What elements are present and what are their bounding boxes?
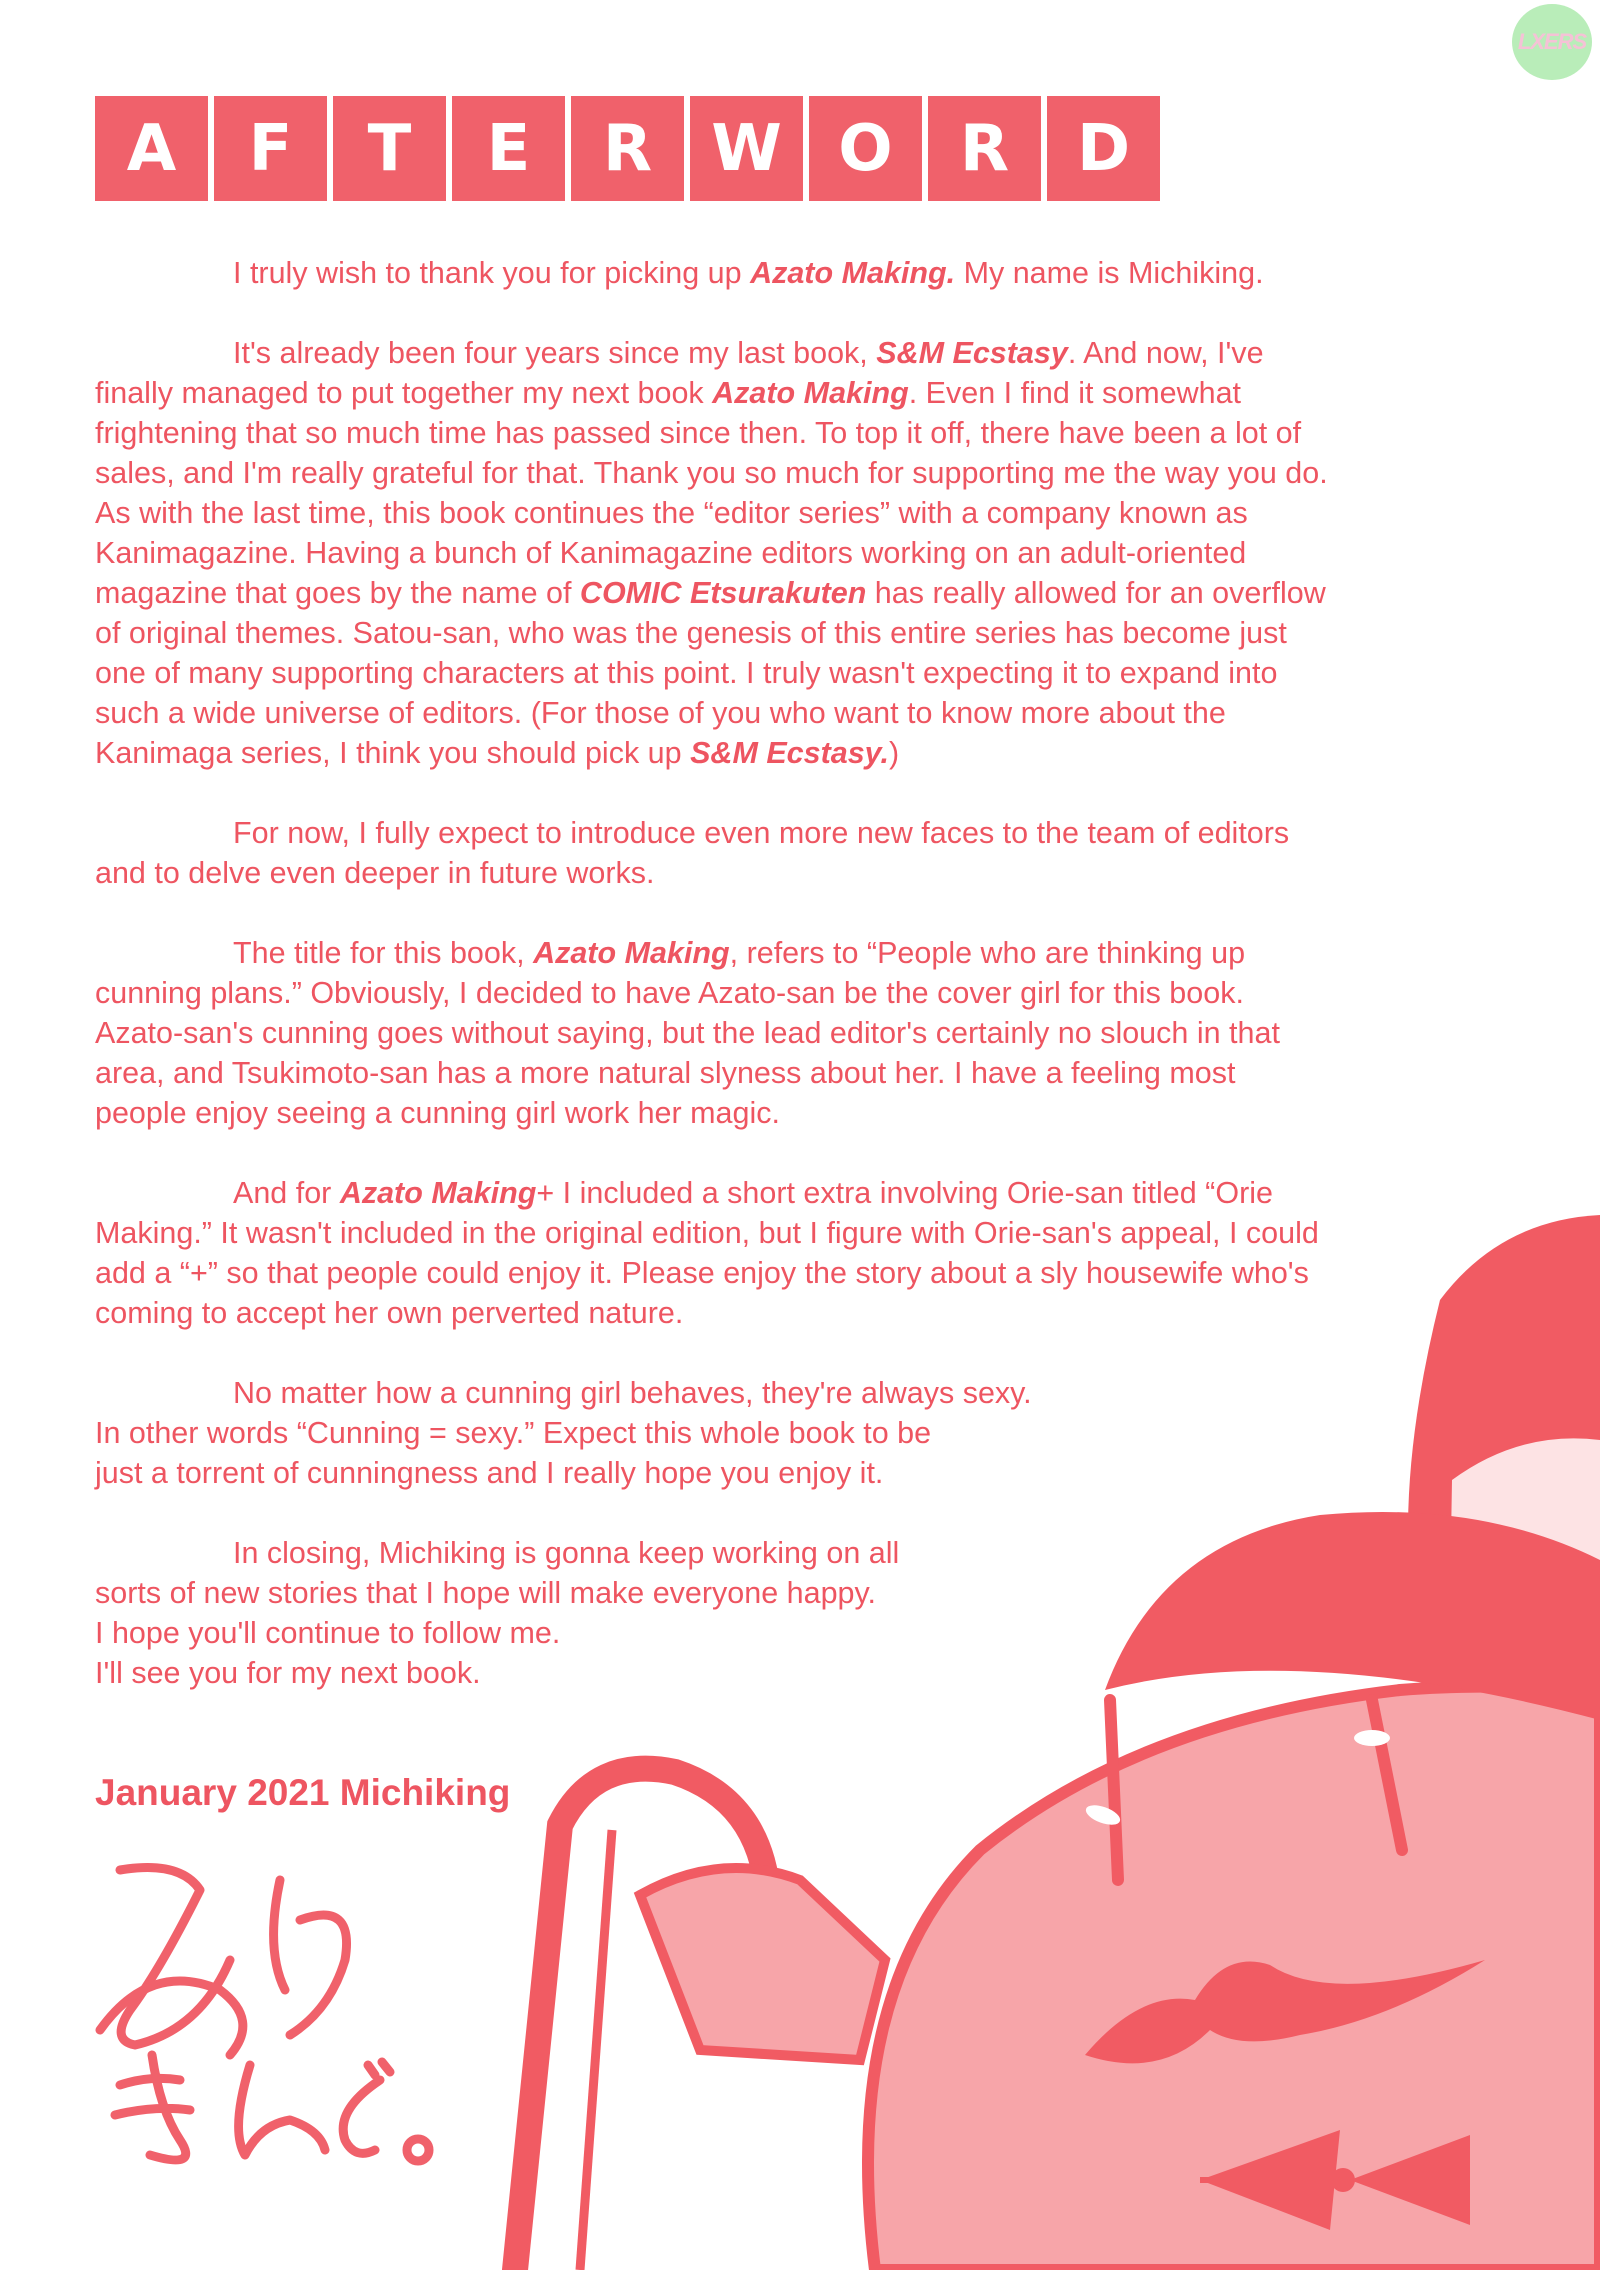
text-span: In other words “Cunning = sexy.” Expect this whole book to be: [95, 1416, 932, 1450]
paragraph: [95, 933, 1335, 1133]
title-letter: E: [452, 96, 565, 201]
title-emphasis: Azato Making: [339, 1176, 537, 1210]
paragraph: [95, 1373, 1335, 1493]
text-span: The title for this book,: [233, 936, 534, 970]
title-emphasis: Azato Making: [533, 936, 730, 970]
text-span: In closing, Michiking is gonna keep working on all: [233, 1536, 900, 1570]
paragraph: [95, 333, 1335, 773]
title-letter: A: [95, 96, 208, 201]
title-letter: W: [690, 96, 803, 201]
page-title: [95, 96, 1160, 201]
title-letter: R: [571, 96, 684, 201]
title-letter: T: [333, 96, 446, 201]
watermark-text: LXERS: [1517, 29, 1587, 54]
title-letter: D: [1047, 96, 1160, 201]
title-letter: F: [214, 96, 327, 201]
text-span: sorts of new stories that I hope will make everyone happy.: [95, 1576, 876, 1610]
title-letter: O: [809, 96, 922, 201]
title-letter: R: [928, 96, 1041, 201]
text-span: . Even I find it somewhat frightening that so much time has passed since then. To top it off, there have been a lot of sales, and I'm really grateful for that. Thank you so much for supporting me the way you do. As with the last time, this book continues the “editor series” with a company known as Kanimagazine. Having a bunch of Kanimagazine editors working on an adult-oriented magazine that goes by the name of: [95, 376, 1328, 610]
paragraph: [95, 1533, 1335, 1693]
text-span: And for: [233, 1176, 340, 1210]
text-span: + I included a short extra involving Orie-san titled “Orie Making.” It wasn't included in the original edition, but I figure with Orie-san's appeal, I could add a “+” so that people could enjoy it. Please enjoy the story about a sly housewife who's coming to accept her own perverted nature.: [95, 1176, 1319, 1330]
text-span: I truly wish to thank you for picking up: [233, 256, 751, 290]
text-span: My name is Michiking.: [955, 256, 1264, 290]
title-emphasis: COMIC Etsurakuten: [579, 576, 867, 610]
title-emphasis: S&M Ecstasy.: [690, 736, 889, 770]
text-span: . And now, I've finally managed to put together my next book: [95, 336, 1264, 410]
title-emphasis: Azato Making.: [750, 256, 956, 290]
text-span: I'll see you for my next book.: [95, 1656, 481, 1690]
text-span: has really allowed for an overflow of original themes. Satou-san, who was the genesis of this entire series has become just one of many supporting characters at this point. I truly wasn't expecting it to expand into such a wide universe of editors. (For those of you who want to know more about the Kanimaga series, I think you should pick up: [95, 576, 1326, 770]
text-span: I hope you'll continue to follow me.: [95, 1616, 561, 1650]
text-span: just a torrent of cunningness and I really hope you enjoy it.: [95, 1456, 884, 1490]
title-emphasis: S&M Ecstasy: [876, 336, 1068, 370]
text-span: For now, I fully expect to introduce even more new faces to the team of editors and to delve even deeper in future works.: [95, 816, 1290, 890]
text-span: It's already been four years since my last book,: [233, 336, 877, 370]
paragraph: [95, 253, 1335, 293]
date-signature: January 2021 Michiking: [95, 1772, 511, 1813]
handwritten-signature-icon: [90, 1850, 450, 2180]
paragraph: [95, 1173, 1335, 1333]
bowtie-large-icon: [640, 1868, 885, 2060]
text-span: , refers to “People who are thinking up cunning plans.” Obviously, I decided to have Azato-san be the cover girl for this book. Azato-san's cunning goes without saying, but the lead editor's certainly no slouch in that area, and Tsukimoto-san has a more natural slyness about her. I have a feeling most people enjoy seeing a cunning girl work her magic.: [95, 936, 1280, 1130]
text-span: ): [888, 736, 900, 770]
text-span: No matter how a cunning girl behaves, they're always sexy.: [233, 1376, 1032, 1410]
afterword-body: [95, 253, 1335, 1733]
paragraph: [95, 813, 1335, 893]
title-emphasis: Azato Making: [712, 376, 909, 410]
watermark-badge: [1512, 4, 1592, 80]
